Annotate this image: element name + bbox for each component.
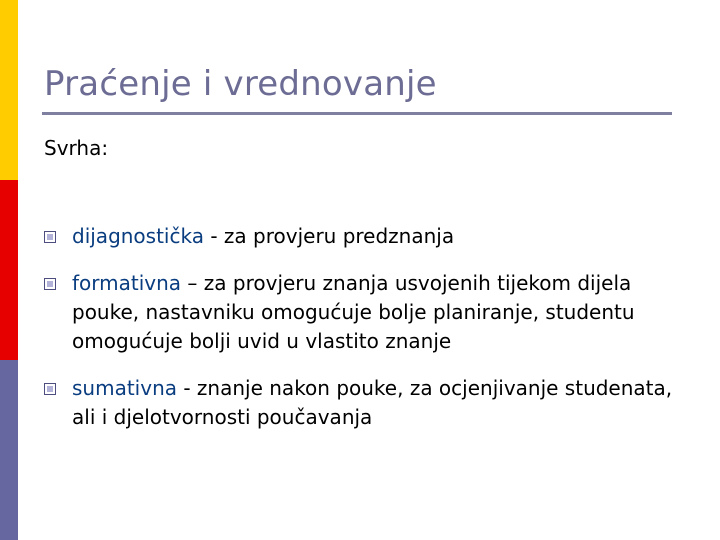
accent-bar-bottom	[0, 360, 18, 540]
bullet-term: dijagnostička	[72, 224, 204, 248]
slide-title: Praćenje i vrednovanje	[44, 64, 437, 104]
list-item	[44, 269, 684, 356]
title-divider	[42, 112, 672, 115]
bullet-term: sumativna	[72, 376, 177, 400]
list-item	[44, 222, 684, 251]
bullet-term: formativna	[72, 271, 182, 295]
accent-bar-middle	[0, 180, 18, 360]
bullet-text: - znanje nakon pouke, za ocjenjivanje studenata, ali i djelotvornosti poučavanja	[72, 376, 673, 429]
bullet-list	[44, 222, 684, 450]
list-item	[44, 374, 684, 432]
accent-bar-top	[0, 0, 18, 180]
square-bullet-icon	[44, 383, 56, 395]
square-bullet-icon	[44, 231, 56, 243]
bullet-text: - za provjeru predznanja	[203, 224, 455, 248]
slide-subtitle: Svrha:	[44, 136, 109, 160]
square-bullet-icon	[44, 278, 56, 290]
bullet-text: – za provjeru znanja usvojenih tijekom dijela pouke, nastavniku omogućuje bolje planiranje, studentu omogućuje bolji uvid u vlastito znanje	[72, 271, 635, 353]
